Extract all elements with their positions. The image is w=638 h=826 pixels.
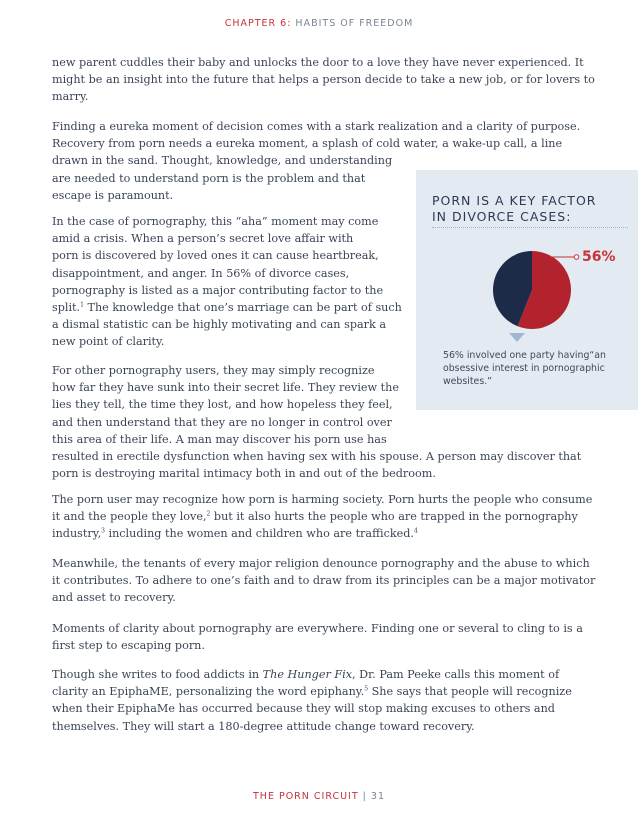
text-line: first step to escaping porn. (52, 639, 205, 653)
text-line: The porn user may recognize how porn is harming society. Porn hurts the people who consume (52, 493, 593, 506)
text-line: porn is destroying marital intimacy both in and out of the bedroom. (52, 467, 436, 481)
footnote-5-ref: 5 (364, 685, 369, 693)
dotted-divider (432, 227, 628, 228)
text-line (52, 683, 572, 700)
text-line: lies they tell, the time they lost, and how hopeless they feel, (52, 398, 393, 412)
text-line: a dismal statistic can be highly motivating and can spark a (52, 318, 386, 332)
chapter-title: HABITS OF FREEDOM (291, 18, 414, 29)
footnote-1-ref: 1 (80, 301, 84, 309)
text-line: are needed to understand porn is the problem and that (52, 171, 366, 185)
text-span: it and the people they love, (52, 510, 207, 524)
text-line: porn is discovered by loved ones it can cause heartbreak, (52, 249, 379, 263)
text-line: new parent cuddles their baby and unlocks the door to a love they have never experienced. It (52, 56, 584, 69)
text-span: clarity an EpiphaME, personalizing the word epiphany. (52, 685, 365, 699)
text-line (52, 508, 592, 525)
paragraph-5 (52, 491, 592, 543)
text-span: The knowledge that one’s marriage can be part of such (83, 301, 402, 315)
text-line (52, 525, 592, 542)
text-line: how far they have sunk into their secret life. They review the (52, 381, 400, 395)
sidebar-title (432, 193, 622, 225)
paragraph-8 (52, 666, 572, 735)
text-line: marry. (52, 90, 89, 104)
text-line: escape is paramount. (52, 188, 174, 202)
footnote-3-ref: 3 (101, 527, 105, 535)
sidebar-title-line: IN DIVORCE CASES: (432, 209, 572, 224)
text-span: She says that people will recognize (368, 685, 572, 699)
text-line: and then understand that they are no longer in control over (52, 415, 392, 429)
text-line: Recovery from porn needs a eureka moment, a splash of cold water, a wake-up call, a line (52, 137, 563, 151)
text-line: themselves. They will start a 180-degree attitude change toward recovery. (52, 719, 475, 733)
text-span: , Dr. Pam Peeke calls this moment of (352, 668, 560, 681)
percent-leader-line (550, 252, 582, 262)
paragraph-1 (52, 54, 595, 106)
caption-line: obsessive interest in pornographic (443, 363, 605, 374)
text-line: this area of their life. A man may discover his porn use has (52, 432, 387, 446)
text-line: pornography is listed as a major contributing factor to the (52, 283, 384, 297)
text-line (52, 666, 572, 683)
text-line: disappointment, and anger. In 56% of divorce cases, (52, 266, 350, 280)
text-span: but it also hurts the people who are trapped in the pornography (210, 510, 578, 524)
footer-separator: | (358, 791, 371, 802)
text-line: Finding a eureka moment of decision comes with a stark realization and a clarity of purpose. (52, 120, 581, 133)
page-footer (0, 791, 638, 802)
sidebar-title-line: PORN IS A KEY FACTOR (432, 193, 597, 208)
caption-line: websites.” (443, 376, 493, 387)
page-number: 31 (370, 791, 385, 802)
text-line: new point of clarity. (52, 335, 165, 349)
text-line: Moments of clarity about pornography are everywhere. Finding one or several to cling to is a (52, 622, 583, 635)
footer-book-title: THE PORN CIRCUIT (253, 791, 359, 802)
text-span: including the women and children who are trafficked. (104, 527, 414, 541)
chapter-label: CHAPTER 6: (224, 18, 292, 29)
text-line: and asset to recovery. (52, 591, 176, 605)
footnote-4-ref: 4 (414, 527, 418, 535)
text-line: Meanwhile, the tenants of every major religion denounce pornography and the abuse to which (52, 557, 590, 570)
text-line: drawn in the sand. Thought, knowledge, and understanding (52, 154, 393, 168)
text-span: split. (52, 301, 81, 315)
text-line: resulted in erectile dysfunction when having sex with his spouse. A person may discover that (52, 450, 582, 464)
paragraph-6 (52, 555, 595, 607)
text-line: might be an insight into the future that helps a person decide to take a new job, or for lovers to (52, 73, 595, 87)
text-line: it contributes. To adhere to one’s faith and to draw from its principles can be a major motivator (52, 574, 596, 588)
book-title-hunger-fix: The Hunger Fix (262, 668, 353, 681)
running-header (0, 18, 638, 29)
pie-data-label: 56% (582, 249, 616, 265)
text-line: amid a crisis. When a person’s secret love affair with (52, 232, 354, 246)
text-line (52, 299, 402, 316)
text-line: when their EpiphaMe has occurred because they will stop making excuses to others and (52, 702, 555, 716)
footnote-2-ref: 2 (206, 510, 211, 518)
text-span: Though she writes to food addicts in (52, 668, 263, 681)
sidebar-caption (443, 349, 633, 388)
paragraph-7 (52, 620, 583, 654)
text-line: For other pornography users, they may simply recognize (52, 364, 375, 377)
caption-pointer-triangle (509, 333, 525, 342)
text-line: In the case of pornography, this “aha” moment may come (52, 215, 379, 228)
text-span: industry, (52, 527, 102, 541)
paragraph-3 (52, 213, 402, 351)
caption-line: 56% involved one party having“an (443, 350, 606, 361)
